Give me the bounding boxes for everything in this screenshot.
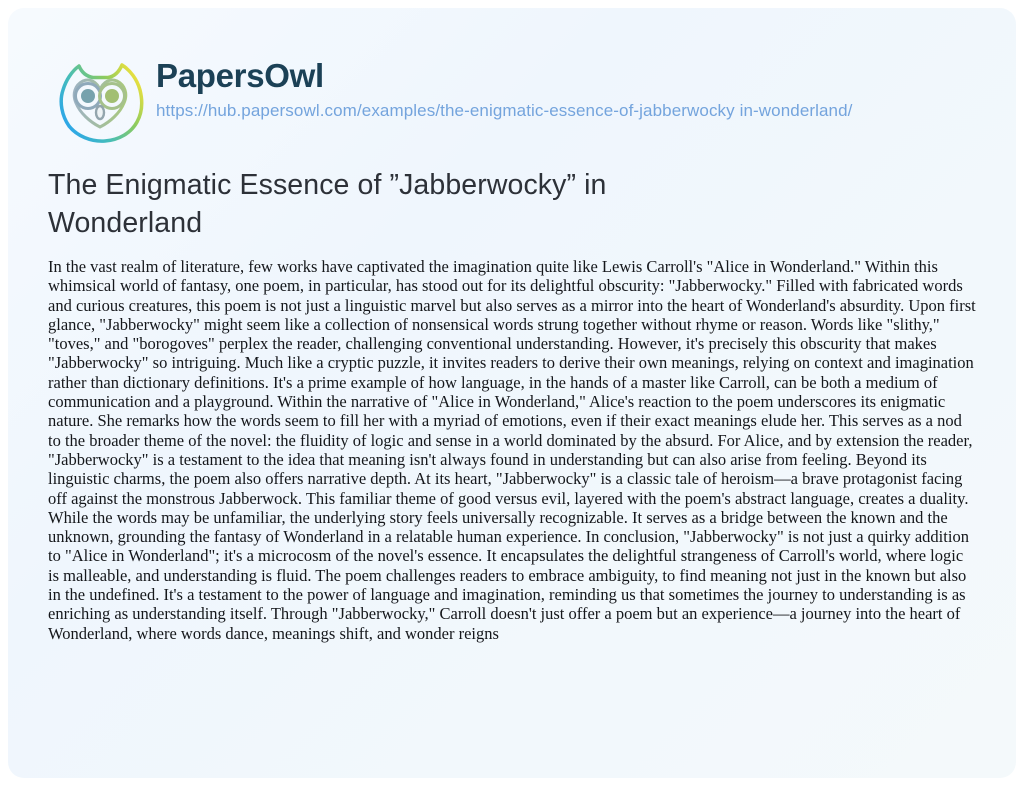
brand-name: PapersOwl bbox=[156, 57, 324, 94]
brand-block bbox=[156, 50, 853, 121]
article-body: In the vast realm of literature, few works have captivated the imagination quite like Lewis Carroll's "Alice in Wonderland." Within this whimsical world of fantasy, one poem, in particular, has stood out for its delightful obscurity: "Jabberwocky." Filled with fabricated words and curious creatures, this poem is not just a linguistic marvel but also serves as a mirror into the heart of Wonderland's absurdity. Upon first glance, "Jabberwocky" might seem like a collection of nonsensical words strung together without rhyme or reason. Words like "slithy," "toves," and "borogoves" perplex the reader, challenging conventional understanding. However, it's precisely this obscurity that makes "Jabberwocky" so intriguing. Much like a cryptic puzzle, it invites readers to derive their own meanings, relying on context and imagination rather than dictionary definitions. It's a prime example of how language, in the hands of a master like Carroll, can be both a medium of communication and a playground. Within the narrative of "Alice in Wonderland," Alice's reaction to the poem underscores its enigmatic nature. She remarks how the words seem to fill her with a myriad of emotions, even if their exact meanings elude her. This serves as a nod to the broader theme of the novel: the fluidity of logic and sense in a world dominated by the absurd. For Alice, and by extension the reader, "Jabberwocky" is a testament to the idea that meaning isn't always found in understanding but can also arise from feeling. Beyond its linguistic charms, the poem also offers narrative depth. At its heart, "Jabberwocky" is a classic tale of heroism—a brave protagonist facing off against the monstrous Jabberwock. This familiar theme of good versus evil, layered with the poem's abstract language, creates a duality. While the words may be unfamiliar, the underlying story feels universally recognizable. It serves as a bridge between the known and the unknown, grounding the fantasy of Wonderland in a relatable human experience. In conclusion, "Jabberwocky" is not just a quirky addition to "Alice in Wonderland"; it's a microcosm of the novel's essence. It encapsulates the delightful strangeness of Carroll's world, where logic is malleable, and understanding is fluid. The poem challenges readers to embrace ambiguity, to find meaning not just in the known but also in the undefined. It's a testament to the power of language and imagination, reminding us that sometimes the journey to understanding is as enriching as understanding itself. Through "Jabberwocky," Carroll doesn't just offer a poem but an experience—a journey into the heart of Wonderland, where words dance, meanings shift, and wonder reigns bbox=[48, 257, 976, 643]
source-url-link[interactable]: https://hub.papersowl.com/examples/the-enigmatic-essence-of-jabberwocky in-wonderland/ bbox=[156, 101, 853, 121]
site-header bbox=[48, 50, 976, 154]
article-title: The Enigmatic Essence of ”Jabberwocky” in Wonderland bbox=[48, 169, 607, 239]
papersowl-owl-logo-icon bbox=[48, 50, 152, 154]
page-card bbox=[8, 8, 1016, 778]
